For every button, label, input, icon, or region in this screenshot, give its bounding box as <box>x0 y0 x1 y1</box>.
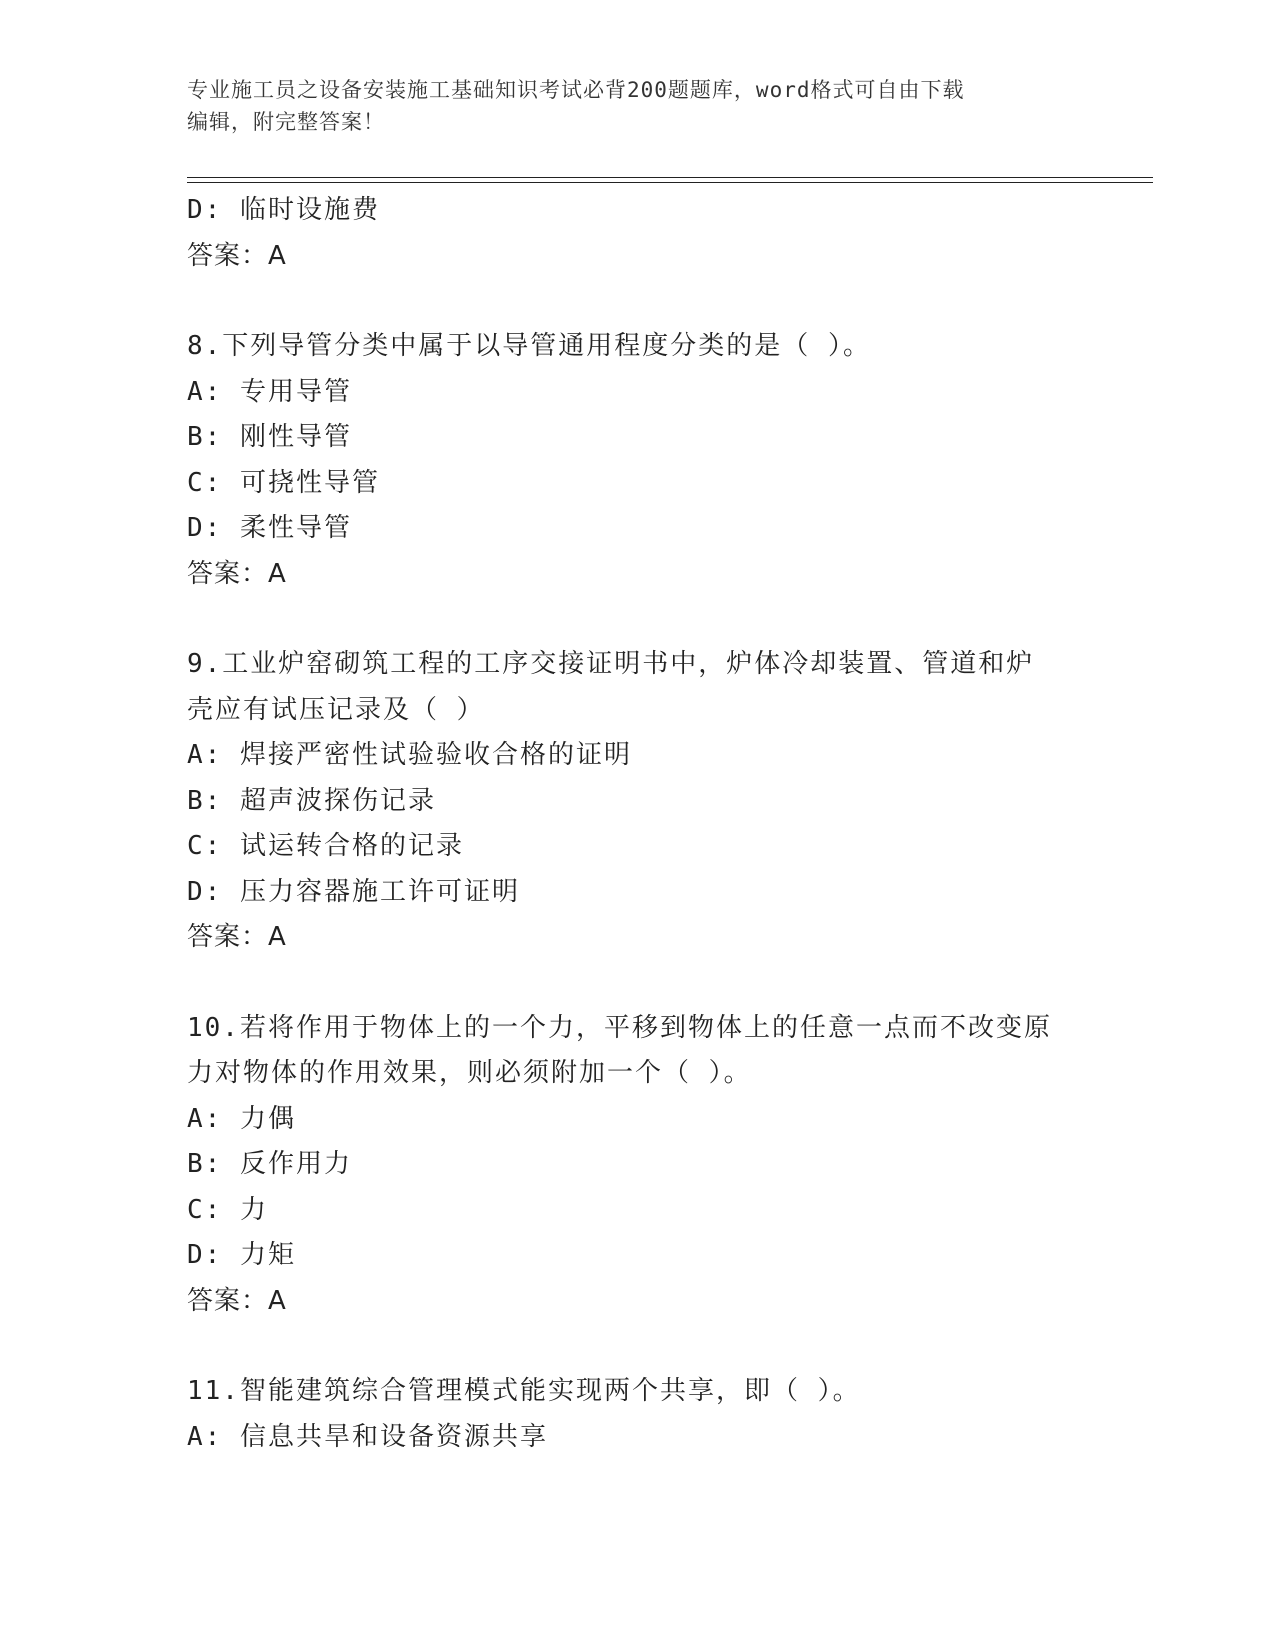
option-b: B: 反作用力 <box>187 1149 352 1179</box>
answer-line: 答案：A <box>187 558 287 589</box>
answer-line: 答案：A <box>187 922 287 952</box>
option-b: B: 超声波探伤记录 <box>187 785 436 816</box>
option-a: A: 专用导管 <box>187 376 352 407</box>
option-a: A: 焊接严密性试验验收合格的证明 <box>187 740 632 770</box>
option-c: C: 试运转合格的记录 <box>187 831 464 861</box>
header-divider-top <box>187 177 1153 178</box>
header-title-line-1: 专业施工员之设备安装施工基础知识考试必背200题题库，word格式可自由下载 <box>187 78 965 102</box>
option-c: C: 可挠性导管 <box>187 467 380 498</box>
question-stem-line-1: 9.工业炉窑砌筑工程的工序交接证明书中，炉体冷却装置、管道和炉 <box>187 649 1035 679</box>
header-title-line-2: 编辑，附完整答案！ <box>187 110 385 134</box>
question-10 <box>187 1006 1087 1325</box>
header-divider-bottom <box>187 182 1153 183</box>
option-a: A: 力偶 <box>187 1103 296 1134</box>
question-stem: 11.智能建筑综合管理模式能实现两个共享，即（ ）。 <box>187 1376 861 1406</box>
question-9 <box>187 642 1087 961</box>
option-a: A: 信息共旱和设备资源共享 <box>187 1421 548 1452</box>
document-body <box>187 188 1087 1460</box>
answer-line: 答案：A <box>187 1285 287 1316</box>
option-d: D: 力矩 <box>187 1240 296 1270</box>
question-stem-line-1: 10.若将作用于物体上的一个力，平移到物体上的任意一点而不改变原 <box>187 1012 1052 1043</box>
option-d: D: 临时设施费 <box>187 195 380 225</box>
question-11 <box>187 1369 1087 1460</box>
question-stem: 8.下列导管分类中属于以导管通用程度分类的是（ ）。 <box>187 331 871 361</box>
question-stem-line-2: 力对物体的作用效果，则必须附加一个（ ）。 <box>187 1058 752 1088</box>
question-stem-line-2: 壳应有试压记录及（ ） <box>187 694 485 725</box>
option-b: B: 刚性导管 <box>187 422 352 452</box>
option-d: D: 柔性导管 <box>187 513 352 543</box>
option-c: C: 力 <box>187 1194 268 1225</box>
page-header <box>187 74 1087 138</box>
answer-line: 答案：A <box>187 240 287 271</box>
question-7-tail <box>187 188 1087 279</box>
question-8 <box>187 324 1087 597</box>
option-d: D: 压力容器施工许可证明 <box>187 876 520 907</box>
